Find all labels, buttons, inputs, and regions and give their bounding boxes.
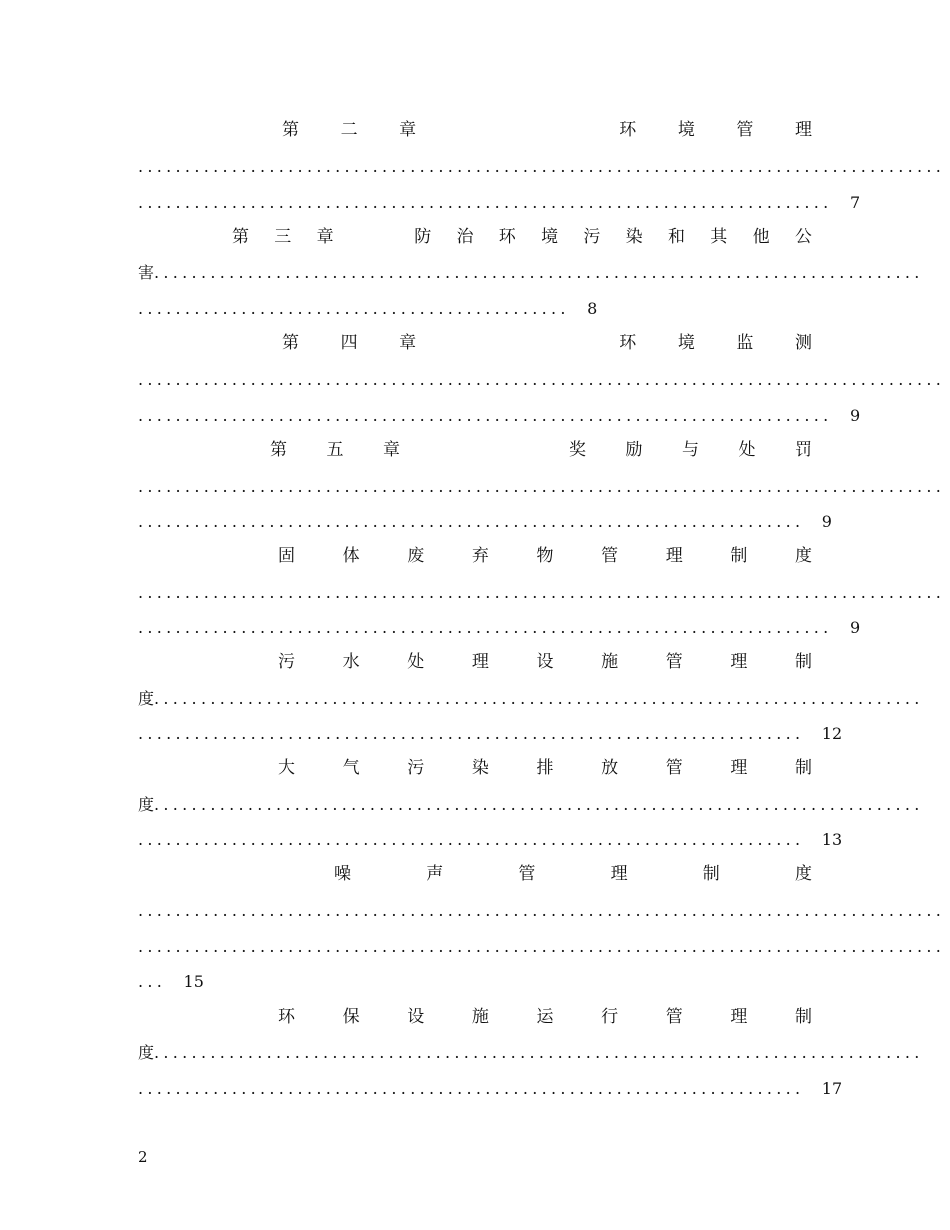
toc-entry-title: 第 五 章 奖 励 与 处 罚	[270, 440, 812, 460]
leader-dots: ......................................................................................	[138, 477, 946, 496]
toc-page-number: 17	[821, 1079, 843, 1098]
toc-page-number: 13	[821, 830, 843, 849]
toc-entry-title: 固 体 废 弃 物 管 理 制 度	[278, 546, 812, 566]
toc-entry-title: 污 水 处 理 设 施 管 理 制	[278, 652, 812, 672]
toc-entry-title: 第 二 章 环 境 管 理	[282, 120, 812, 140]
leader-dots: 害..................................................................................	[138, 263, 924, 282]
leader-dots: ......................................................................................	[138, 370, 946, 389]
leader-dots: .............................................. 8	[138, 299, 598, 318]
toc-page-number: 7	[849, 193, 861, 212]
leader-dots: 度..................................................................................	[138, 795, 924, 814]
leader-dots: ......................................................................................	[138, 937, 946, 956]
page-number: 2	[138, 1148, 148, 1166]
toc-entry-title: 第 三 章 防 治 环 境 污 染 和 其 他 公	[232, 227, 812, 247]
toc-page-number: 15	[183, 972, 204, 991]
toc-page-number: 9	[849, 618, 861, 637]
leader-dots: .......................................................................... 7	[138, 193, 861, 212]
toc-page-number: 8	[587, 299, 598, 318]
leader-dots: .......................................................................... 9	[138, 406, 861, 425]
leader-dots: ......................................................................................	[138, 157, 946, 176]
leader-dots: ....................................................................... 17	[138, 1079, 843, 1098]
toc-entry-title: 第 四 章 环 境 监 测	[282, 333, 812, 353]
toc-title-wrap: 度	[138, 689, 155, 708]
toc-entry-title: 噪 声 管 理 制 度	[334, 864, 812, 884]
toc-page-number: 9	[849, 406, 861, 425]
toc-title-wrap: 度	[138, 795, 155, 814]
leader-dots: ....................................................................... 13	[138, 830, 843, 849]
toc-title-wrap: 害	[138, 263, 155, 282]
leader-dots: .......................................................................... 9	[138, 618, 861, 637]
leader-dots: ....................................................................... 12	[138, 724, 843, 743]
leader-dots: ... 15	[138, 972, 204, 991]
leader-dots: 度..................................................................................	[138, 1043, 924, 1062]
toc-page-number: 9	[821, 512, 832, 531]
leader-dots: ......................................................................................	[138, 583, 946, 602]
toc-title-wrap: 度	[138, 1043, 155, 1062]
toc-entry-title: 大 气 污 染 排 放 管 理 制	[278, 758, 812, 778]
leader-dots: ....................................................................... 9	[138, 512, 832, 531]
leader-dots: ......................................................................................	[138, 901, 946, 920]
toc-entry-title: 环 保 设 施 运 行 管 理 制	[278, 1007, 812, 1027]
leader-dots: 度..................................................................................	[138, 689, 924, 708]
toc-page-number: 12	[821, 724, 843, 743]
